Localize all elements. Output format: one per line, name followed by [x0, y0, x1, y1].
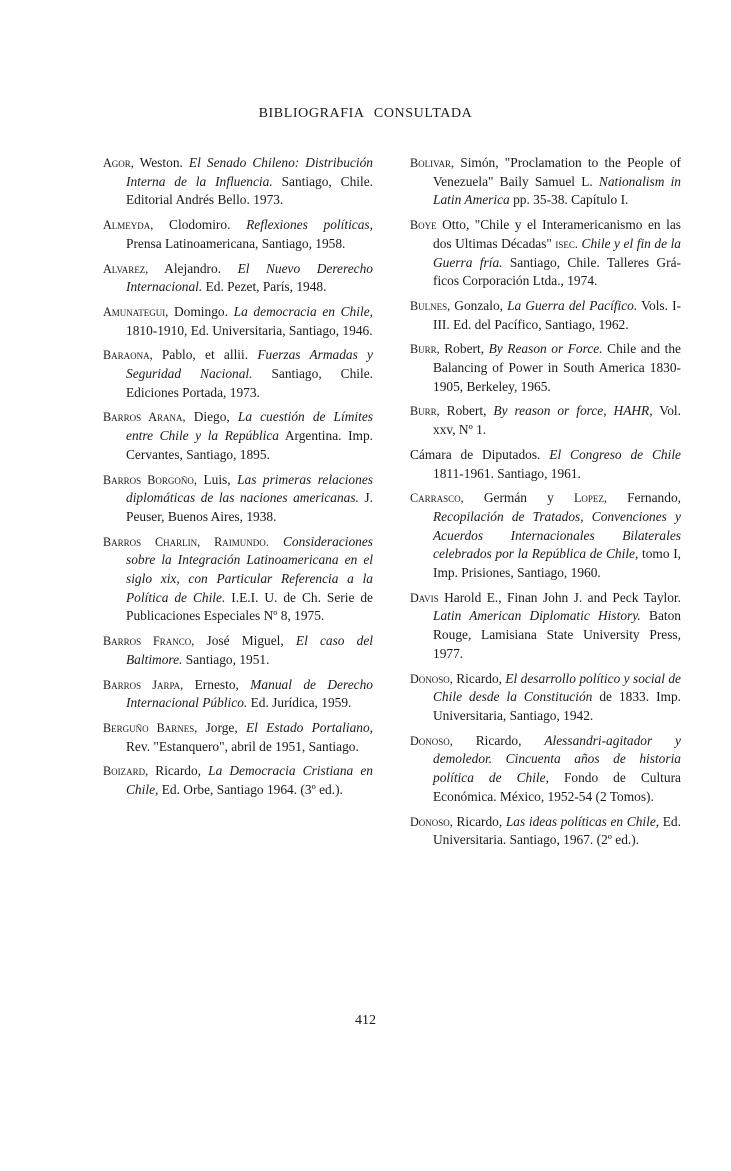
entry-author: Barros Arana,: [103, 410, 186, 425]
entry-text: Pablo, et allii.: [152, 347, 258, 363]
entry-title: La democracia en Chile,: [233, 303, 373, 319]
entry-text: tomo I, Imp. Prisiones, Santiago, 1960.: [433, 546, 682, 581]
entry-text: J. Peuser, Buenos Aires, 1938.: [126, 490, 373, 524]
bibliography-left-column: [103, 154, 373, 806]
entry-text: pp. 35-38. Capítulo I.: [509, 192, 629, 208]
entry-text: Robert,: [439, 341, 489, 357]
entry-text: 1811-1961. Santiago, 1961.: [433, 465, 581, 481]
entry-text: Ed. Jurídica, 1959.: [247, 695, 352, 711]
entry-author: Bulnes,: [410, 298, 451, 313]
entry-text: Argentina. Imp. Cervantes, Santiago, 1895.: [126, 428, 373, 462]
entry-text: Robert,: [439, 403, 494, 419]
entry-publisher: isec.: [555, 236, 578, 251]
bibliography-entry: [410, 297, 681, 334]
bibliography-entry: [410, 216, 681, 291]
entry-author: Boye: [410, 218, 437, 233]
entry-text: Clodomiro.: [153, 217, 247, 233]
entry-text: Otto, "Chile y el Interamericanismo en las dos Ultimas Décadas": [433, 217, 681, 251]
entry-author: Donoso,: [410, 733, 453, 748]
entry-text: Cámara de Diputados.: [410, 446, 550, 462]
entry-title: El Congreso de Chile: [549, 446, 681, 462]
entry-title: Chile y el fin de la Guerra fría.: [433, 235, 681, 270]
entry-author: Almeyda,: [103, 218, 154, 233]
entry-author: Burr,: [410, 404, 440, 419]
bibliography-entry: [410, 154, 681, 210]
entry-title: Latin American Diplomatic History.: [433, 608, 641, 624]
page-number: 412: [355, 1013, 376, 1028]
entry-text: Weston.: [133, 155, 189, 170]
entry-text: Santiago, Chile. Talleres Gráficos Corporación Ltda., 1974.: [433, 254, 681, 289]
bibliography-entry: [103, 471, 373, 527]
entry-author: Barros Borgoño,: [103, 472, 197, 487]
entry-text: Chile and the Balancing of Power in South America 1830-1905, Berkeley, 1965.: [433, 341, 681, 394]
entry-text: Santiago, 1951.: [182, 651, 270, 667]
entry-author: Amunategui,: [103, 304, 169, 319]
entry-title: El Estado Portaliano,: [245, 719, 373, 735]
entry-author: Donoso,: [410, 671, 453, 686]
entry-author: Bolivar,: [410, 156, 455, 170]
entry-author: Burr,: [410, 342, 440, 357]
entry-text: Ed. Universitaria. Santiago, 1967. (2º ed.).: [433, 813, 681, 848]
bibliography-entry: [103, 719, 373, 756]
entry-text: Diego,: [185, 409, 238, 425]
entry-text: Fondo de Cultura Económica. México, 1952-54 (2 Tomos).: [433, 770, 682, 804]
entry-text: Vols. I-III. Ed. del Pacífico, Santiago, 1962.: [433, 297, 681, 332]
entry-title: El Nuevo Dererecho Internacional.: [126, 260, 373, 295]
bibliography-entry: [410, 813, 681, 850]
bibliography-entry: [103, 408, 373, 464]
entry-text: Ricardo,: [148, 763, 209, 779]
entry-author: Barros Charlin, Raimundo.: [103, 534, 269, 549]
entry-title: El desarrollo político y social de Chile desde la Constitución: [433, 670, 681, 705]
entry-author: Baraona,: [103, 348, 153, 363]
entry-text: [269, 534, 283, 549]
entry-text: Domingo.: [168, 303, 234, 319]
entry-title: By reason or force, HAHR,: [493, 403, 653, 419]
entry-author: Lopez,: [573, 491, 607, 506]
bibliography-entry: [103, 533, 373, 627]
entry-title: El Senado Chileno: Distribución Interna de la Influencia.: [126, 155, 373, 189]
entry-text: Ricardo,: [452, 670, 506, 686]
entry-author: Boizard,: [103, 764, 149, 779]
page-title: BIBLIOGRAFIA CONSULTADA: [258, 106, 473, 121]
entry-title: Las primeras relaciones diplomáticas de las naciones americanas.: [126, 471, 373, 506]
entry-text: Santiago, Chile. Editorial Andrés Bello. 1973.: [126, 173, 373, 208]
bibliography-entry: [103, 676, 373, 713]
bibliography-right-column: [410, 154, 681, 856]
bibliography-entry: [103, 303, 373, 340]
entry-author: Davis: [410, 590, 439, 605]
entry-title: Las ideas políticas en Chile,: [505, 813, 660, 829]
entry-title: Recopilación de Tratados, Convenciones y Acuerdos Internacionales Bilaterales celebrados por la República de Chile,: [433, 508, 681, 562]
entry-text: Ricardo,: [452, 813, 506, 829]
entry-text: Ricardo,: [452, 732, 545, 748]
bibliography-entry: [410, 402, 681, 439]
entry-text: Luis,: [196, 471, 238, 487]
entry-text: Fernando,: [606, 490, 681, 506]
entry-text: Vol. xxv, Nº 1.: [433, 403, 681, 438]
entry-text: Ed. Orbe, Santiago 1964. (3º ed.).: [158, 782, 343, 798]
entry-title: La Democracia Cristiana en Chile,: [126, 763, 373, 798]
bibliography-entry: [103, 762, 373, 799]
entry-text: de 1833. Imp. Universitaria, Santiago, 1942.: [433, 689, 682, 723]
entry-author: Donoso,: [410, 814, 453, 829]
entry-text: Germán y: [463, 490, 574, 506]
entry-title: Reflexiones políticas,: [246, 217, 373, 233]
entry-text: Ernesto,: [183, 676, 251, 692]
entry-author: Carrasco,: [410, 491, 464, 506]
entry-author: Barros Franco,: [103, 634, 195, 649]
bibliography-entry: [103, 154, 373, 210]
entry-text: Rev. "Estanquero", abril de 1951, Santiago.: [126, 738, 359, 754]
bibliography-entry: [103, 260, 373, 297]
bibliography-entry: [103, 632, 373, 669]
entry-text: José Miguel,: [194, 633, 296, 649]
entry-title: Consideraciones sobre la Integración Latinoamericana en el siglo xix, con Particular Referencia a la Política de Chile.: [126, 533, 373, 605]
bibliography-entry: [410, 732, 681, 807]
entry-title: El caso del Baltimore.: [126, 633, 374, 667]
entry-title: Nationalism in Latin America: [433, 173, 681, 208]
entry-text: 1810-1910, Ed. Universitaria, Santiago, 1946.: [126, 322, 373, 338]
entry-title: By Reason or Force.: [488, 341, 603, 357]
entry-text: Simón, "Proclamation to the People of Venezuela" Baily Samuel L.: [433, 155, 681, 189]
entry-text: Jorge,: [197, 719, 246, 735]
entry-text: Santiago, Chile. Ediciones Portada, 1973.: [126, 366, 374, 400]
entry-author: Berguño Barnes,: [103, 720, 198, 735]
entry-title: La cuestión de Límites entre Chile y la República: [126, 409, 373, 444]
entry-author: Barros Jarpa,: [103, 677, 184, 692]
bibliography-entry: [410, 489, 681, 583]
entry-title: Manual de Derecho Internacional Público.: [126, 676, 373, 711]
entry-text: Prensa Latinoamericana, Santiago, 1958.: [126, 235, 346, 251]
entry-text: Harold E., Finan John J. and Peck Taylor.: [438, 589, 681, 605]
entry-title: Alessandri-agitador y demoledor. Cincuenta años de historia política de Chile,: [433, 732, 681, 786]
entry-title: Fuerzas Armadas y Seguridad Nacional.: [126, 347, 374, 382]
entry-text: Alejandro.: [148, 260, 238, 276]
entry-author: Alvarez,: [103, 261, 149, 276]
bibliography-entry: [410, 446, 681, 483]
bibliography-entry: [103, 346, 373, 402]
entry-text: Ed. Pezet, París, 1948.: [202, 279, 327, 295]
bibliography-entry: [103, 216, 373, 253]
bibliography-entry: [410, 340, 681, 396]
bibliography-entry: [410, 670, 681, 726]
entry-title: La Guerra del Pacífico.: [507, 297, 638, 313]
bibliography-entry: [410, 589, 681, 664]
entry-text: Gonzalo,: [450, 297, 508, 313]
entry-text: Baton Rouge, Lamisiana State University Press, 1977.: [433, 608, 682, 661]
entry-text: I.E.I. U. de Ch. Serie de Publicaciones Especiales Nº 8, 1975.: [126, 589, 373, 624]
entry-author: Agor,: [103, 156, 134, 170]
